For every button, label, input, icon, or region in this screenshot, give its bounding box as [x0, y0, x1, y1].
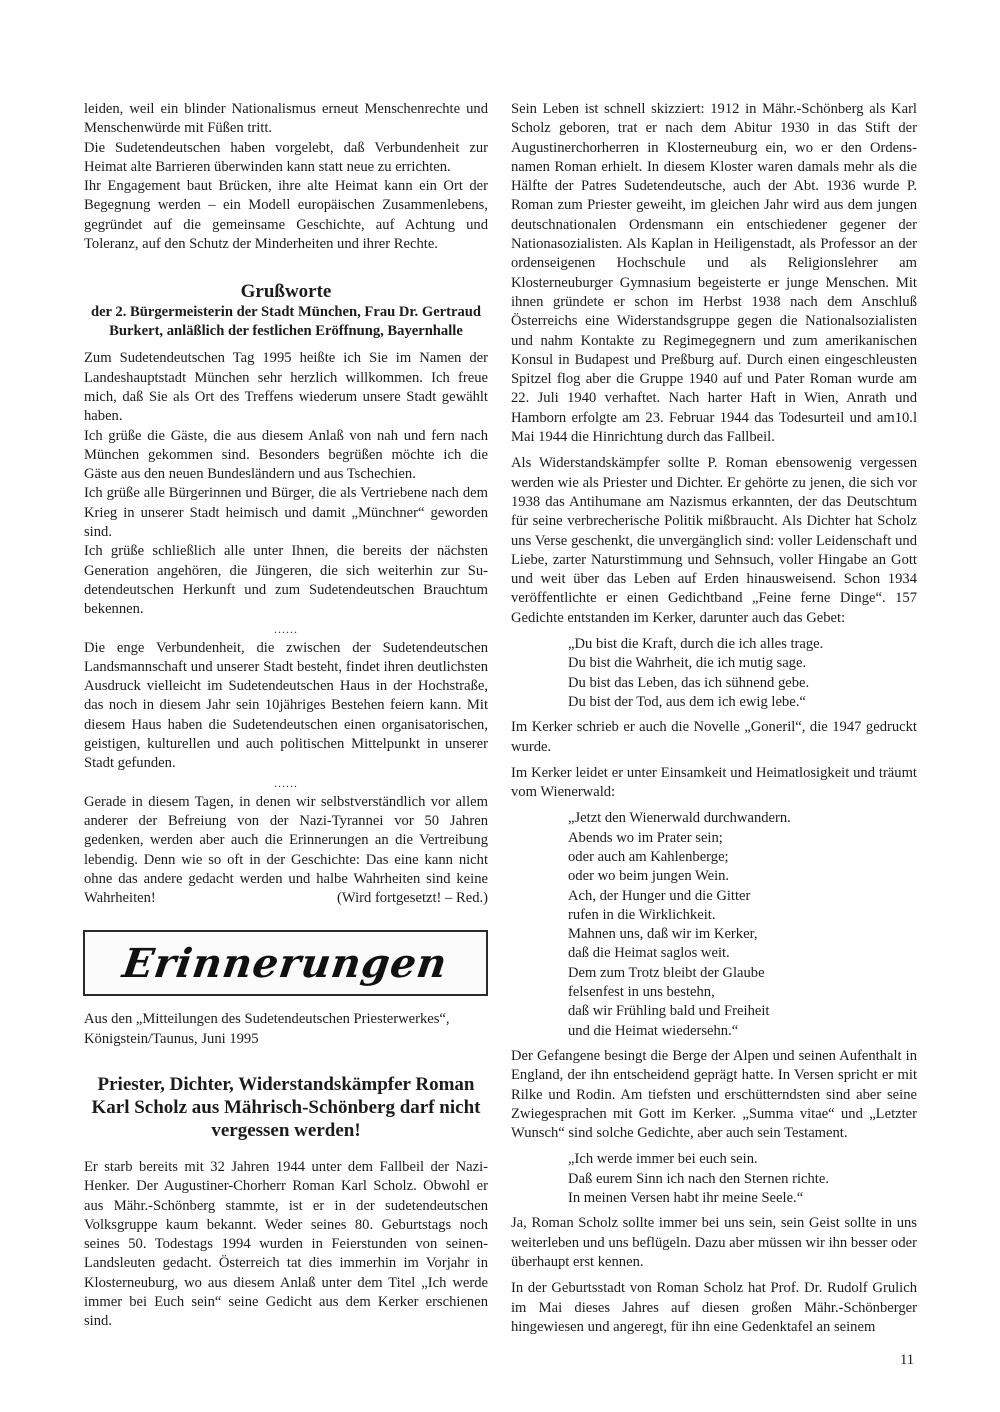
right-column — [511, 100, 917, 1337]
poem-line: daß die Heimat saglos weit. — [568, 945, 730, 962]
banner-title: Erinnerungen — [120, 939, 451, 987]
paragraph: Die enge Verbundenheit, die zwischen der Sudetendeutschen Landsmannschaft und unserer Stadt besteht, findet ihren deutlichsten Ausdruck vielleicht im Sudetendeutschen Haus in der Hochstraße, das noch in diesem Jahr sein 10jähriges Bestehen feiern kann. Mit diesem Haus haben die Sudetendeutschen einen organisatorischen, geistigen, kulturellen und auch politischen Mittelpunkt in unserer Stadt gefunden. — [84, 639, 488, 772]
poem-line: oder wo beim jungen Wein. — [568, 868, 730, 885]
paragraph: In der Geburtsstadt von Roman Scholz hat Prof. Dr. Rudolf Grulich im Mai dieses Jahres auf diesen großen Mähr.-Schönberger hingewiesen und angeregt, für ihn eine Gedenktafel an seinem — [511, 1280, 917, 1335]
paragraph-text: Gerade in diesem Tagen, in denen wir selbstverständlich vor allem anderer der Befreiung von der Nazi-Tyrannei vor 50 Jahren gedenken, werden aber auch die Erinnerungen an die Vertreibung lebendig. Denn wie so oft in der Geschichte: Das eine kann nicht ohne das andere gedacht werden und halbe Wahrheiten sind keine Wahrheiten! — [84, 793, 488, 907]
paragraph: Sein Leben ist schnell skizziert: 1912 in Mähr.-Schönberg als Karl Scholz geboren, trat er nach dem Abitur 1930 in das Stift der Augustinerchorherren in Klosterneuburg ein, wo er den Ordensnamen Roman erhielt. In diesem Kloster waren damals mehr als die Hälfte der Patres Sudetendeutsche, auch der Abt. 1936 wurde P. Roman zum Priester geweiht, im gleichen Jahr wird aus dem jungen deutschnationalen Ordensmann ein entschiedener gegener der Nationasozialisten. Als Kaplan in Heiligenstadt, als Professor an der ordenseigenen Hochschule und als Religionslehrer am Klosterneuburger Gymnasium begeisterte er junge Menschen. Mit ihnen gründete er schon im Herbst 1938 nach dem Anschluß Österreichs eine Widerstandsgruppe gegen die Nationalsozialisten und nahm Kontakte zu Regimegegnern und zum amerikanischen Konsul in Budapest und Preßburg auf. Durch einen eingeschleusten Spitzel flog aber die Gruppe 1940 auf und Pater Roman wurde am 22. Juli 1940 verhaftet. Nach harter Haft in Wien, Anrath und Hamborn erfolgte am 23. Februar 1944 das Todesurteil und am10.l Mai 1944 die Hinrichtung durch das Fallbeil. — [511, 101, 917, 446]
paragraph: Im Kerker schrieb er auch die Novelle „Goneril“, die 1947 gedruckt wurde. — [511, 719, 917, 755]
article-headline: Priester, Dichter, Widerstandskämpfer Roman Karl Scholz aus Mährisch-Schönberg darf nicht vergessen werden! — [91, 1073, 481, 1141]
paragraph: Die Sudetendeutschen haben vorgelebt, daß Verbundenheit zur Heimat alte Barrieren überwinden kann statt neue zu errichten. — [84, 139, 488, 175]
section-banner — [83, 930, 488, 996]
poem-line: „Ich werde immer bei euch sein. — [568, 1151, 758, 1168]
poem-line: Du bist der Tod, aus dem ich ewig lebe.“ — [568, 693, 806, 710]
paragraph: Zum Sudetendeutschen Tag 1995 heißte ich Sie im Namen der Landeshauptstadt München sehr herzlich willkommen. Ich freue mich, daß Sie als Ort des Treffens wiederum unsere Stadt gewählt haben. — [84, 350, 488, 425]
paragraph: Im Kerker leidet er unter Einsamkeit und Heimatlosigkeit und träumt vom Wienerwald: — [511, 764, 917, 801]
poem-wienerwald — [568, 809, 917, 1041]
poem-line: Daß eurem Sinn ich nach den Sternen richte. — [568, 1170, 829, 1187]
paragraph: Der Gefangene besingt die Berge der Alpen und seinen Aufenthalt in England, der ihn entscheidend geprägt hatte. In Versen spricht er mit Rilke und Rodin. Am tiefsten und erschütterndsten sind aber seine Zwiegesprachen mit Gott im Kerker. „Summa vitae“ und „Letzter Wunsch“ sind solche Gedichte, aber auch sein Testament. — [511, 1047, 917, 1142]
poem-line: „Du bist die Kraft, durch die ich alles trage. — [568, 636, 824, 653]
source-note: Aus den „Mitteilungen des Sudetendeutschen Priesterwerkes“, Königstein/Taunus, Juni 1995 — [84, 1011, 450, 1047]
poem-line: felsenfest in uns bestehn, — [568, 984, 715, 1001]
paragraph: Als Widerstandskämpfer sollte P. Roman ebensowenig vergessen werden wie als Priester und Dichter. Er gehörte zu jenen, die sich vor 1938 das Antihumane am Nazismus erkannten, der das Deutschtum für seine verbrecherische Politik mißbraucht. Als Dichter hat Scholz uns Verse geschenkt, die unvergänglich sind: voller Leidenschaft und Liebe, zarter Naturstimmung und Sehnsuch, voller Hingabe an Gott und weit über das Leben auf Erden hinausweisend. Schon 1934 veröffentlichte er einen Gedichtband „Feine ferne Dinge“. 157 Gedichte entstanden im Kerker, darunter auch das Gebet: — [511, 455, 917, 626]
poem-line: Ach, der Hunger und die Gitter — [568, 887, 751, 904]
poem-line: In meinen Versen habt ihr meine Seele.“ — [568, 1190, 804, 1207]
poem-line: oder auch am Kahlenberge; — [568, 848, 729, 865]
closing-paragraph — [84, 793, 488, 909]
paragraph: Ja, Roman Scholz sollte immer bei uns sein, sein Geist sollte in uns weiterleben und uns beflügeln. Dazu aber müssen wir ihn besser oder überhaupt erst kennen. — [511, 1215, 917, 1270]
left-column — [84, 100, 488, 1332]
poem-line: Du bist die Wahrheit, die ich mutig sage. — [568, 655, 807, 672]
paragraph: Ihr Engagement baut Brücken, ihre alte Heimat kann ein Ort der Begegnung werden – ein Modell europäischen Zusammenlebens, gegründet auf die gemeinsame Geschichte, auf Achtung und Toleranz, auf den Schutz der Minderheiten und ihrer Rechte. — [84, 178, 488, 253]
poem-line: „Jetzt den Wienerwald durchwandern. — [568, 810, 791, 827]
poem-line: Dem zum Trotz bleibt der Glaube — [568, 964, 765, 981]
page-number: 11 — [900, 1352, 915, 1368]
paragraph: Ich grüße schließlich alle unter Ihnen, die bereits der nächsten Generation angehören, die Jüngeren, die sich weiterhin zur Sudetendeutschen Herkunft und zum Sudetendeutschen Brauchtum bekennen. — [84, 543, 488, 618]
poem-line: Abends wo im Prater sein; — [568, 829, 723, 846]
poem-line: daß wir Frühling bald und Freiheit — [568, 1003, 770, 1020]
paragraph: Er starb bereits mit 32 Jahren 1944 unter dem Fallbeil der Nazi-Henker. Der Augustiner-Chorherr Roman Karl Scholz. Obwohl er aus Mähr.-Schönberg stammte, ist er in der sudetendeutschen Volksgruppe kaum bekannt. Weder seines 80. Geburtstags noch seines 50. Todestags 1994 wurden in Feierstunden von seinenLandsleuten gedacht. Österreich tat dies immerhin im Vorjahr in Klosterneuburg, wo aus diesem Anlaß unter dem Titel „Ich werde immer bei Euch sein“ seine Gedicht aus dem Kerker erschienen sind. — [84, 1158, 488, 1330]
ellipsis-separator: ...... — [274, 775, 298, 790]
poem-prayer — [568, 635, 917, 712]
poem-line: und die Heimat wiedersehn.“ — [568, 1022, 739, 1039]
paragraph: Ich grüße alle Bürgerinnen und Bürger, die als Vertriebene nach dem Krieg in unserer Stadt heimisch und damit „Münchner“ geworden sind. — [84, 485, 488, 541]
continued-note: (Wird fortgesetzt! – Red.) — [337, 890, 488, 907]
paragraph: Ich grüße die Gäste, die aus diesem Anlaß von nah und fern nach München gekommen sind. Besonders begrüßen möchte ich die Gäste aus den neuen Bundesländern und aus Tschechien. — [84, 427, 488, 483]
poem-line: Du bist das Leben, das ich sühnend gebe. — [568, 674, 810, 691]
poem-line: rufen in die Wirklichkeit. — [568, 906, 716, 923]
paragraph: leiden, weil ein blinder Nationalismus erneut Menschenrechte und Menschenwürde mit Füßen tritt. — [84, 101, 488, 137]
section-title-grussworte: Grußworte — [240, 281, 332, 303]
poem-testament — [568, 1150, 917, 1208]
section-subtitle: der 2. Bürgermeisterin der Stadt München, Frau Dr. Gertraud Burkert, anläßlich der festlichen Eröffnung, Bayernhalle — [90, 304, 482, 340]
ellipsis-separator: ...... — [274, 621, 298, 636]
poem-line: Mahnen uns, daß wir im Kerker, — [568, 926, 758, 943]
